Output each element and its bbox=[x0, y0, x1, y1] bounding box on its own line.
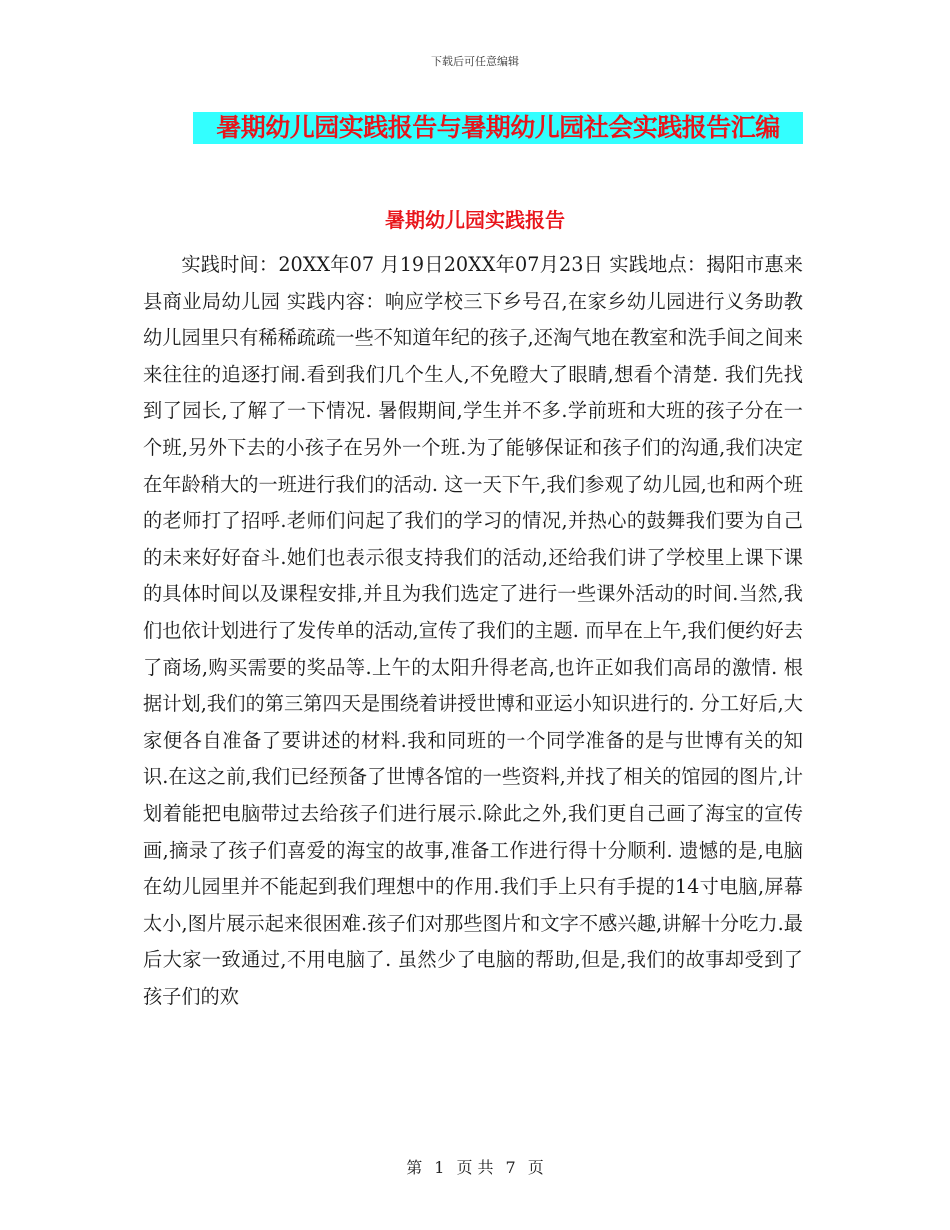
page-footer bbox=[0, 1155, 950, 1178]
footer-total-pages: 7 bbox=[505, 1158, 516, 1177]
footer-middle: 页 共 bbox=[456, 1158, 494, 1177]
header-note: 下载后可任意编辑 bbox=[431, 55, 519, 68]
footer-suffix: 页 bbox=[527, 1158, 544, 1177]
document-title: 暑期幼儿园实践报告与暑期幼儿园社会实践报告汇编 bbox=[216, 113, 780, 142]
body-paragraph: 实践时间：20XX年07 月19日20XX年07月23日 实践地点：揭阳市惠来县商业局幼儿园 实践内容：响应学校三下乡号召,在家乡幼儿园进行义务助教幼儿园里只有稀稀疏疏一些不知道年纪的孩子,还淘气地在教室和洗手间之间来来往往的追逐打闹.看到我们几个生人,不免瞪大了眼睛,想看个清楚. 我们先找到了园长,了解了一下情况. 暑假期间,学生并不多.学前班和大班的孩子分在一个班,另外下去的小孩子在另外一个班.为了能够保证和孩子们的沟通,我们决定在年龄稍大的一班进行我们的活动. 这一天下午,我们参观了幼儿园,也和两个班的老师打了招呼.老师们问起了我们的学习的情况,并热心的鼓舞我们要为自己的未来好好奋斗.她们也表示很支持我们的活动,还给我们讲了学校里上课下课的具体时间以及课程安排,并且为我们选定了进行一些课外活动的时间.当然,我们也依计划进行了发传单的活动,宣传了我们的主题. 而早在上午,我们便约好去了商场,购买需要的奖品等.上午的太阳升得老高,也许正如我们高昂的激情. 根据计划,我们的第三第四天是围绕着讲授世博和亚运小知识进行的. 分工好后,大家便各自准备了要讲述的材料.我和同班的一个同学准备的是与世博有关的知识.在这之前,我们已经预备了世博各馆的一些资料,并找了相关的馆园的图片,计划着能把电脑带过去给孩子们进行展示.除此之外,我们更自己画了海宝的宣传画,摘录了孩子们喜爱的海宝的故事,准备工作进行得十分顺利. 遗憾的是,电脑在幼儿园里并不能起到我们理想中的作用.我们手上只有手提的14寸电脑,屏幕太小,图片展示起来很困难.孩子们对那些图片和文字不感兴趣,讲解十分吃力.最后大家一致通过,不用电脑了. 虽然少了电脑的帮助,但是,我们的故事却受到了孩子们的欢 bbox=[143, 253, 803, 1008]
footer-page-number: 1 bbox=[434, 1158, 445, 1177]
footer-prefix: 第 bbox=[406, 1158, 423, 1177]
section-title: 暑期幼儿园实践报告 bbox=[385, 208, 565, 232]
